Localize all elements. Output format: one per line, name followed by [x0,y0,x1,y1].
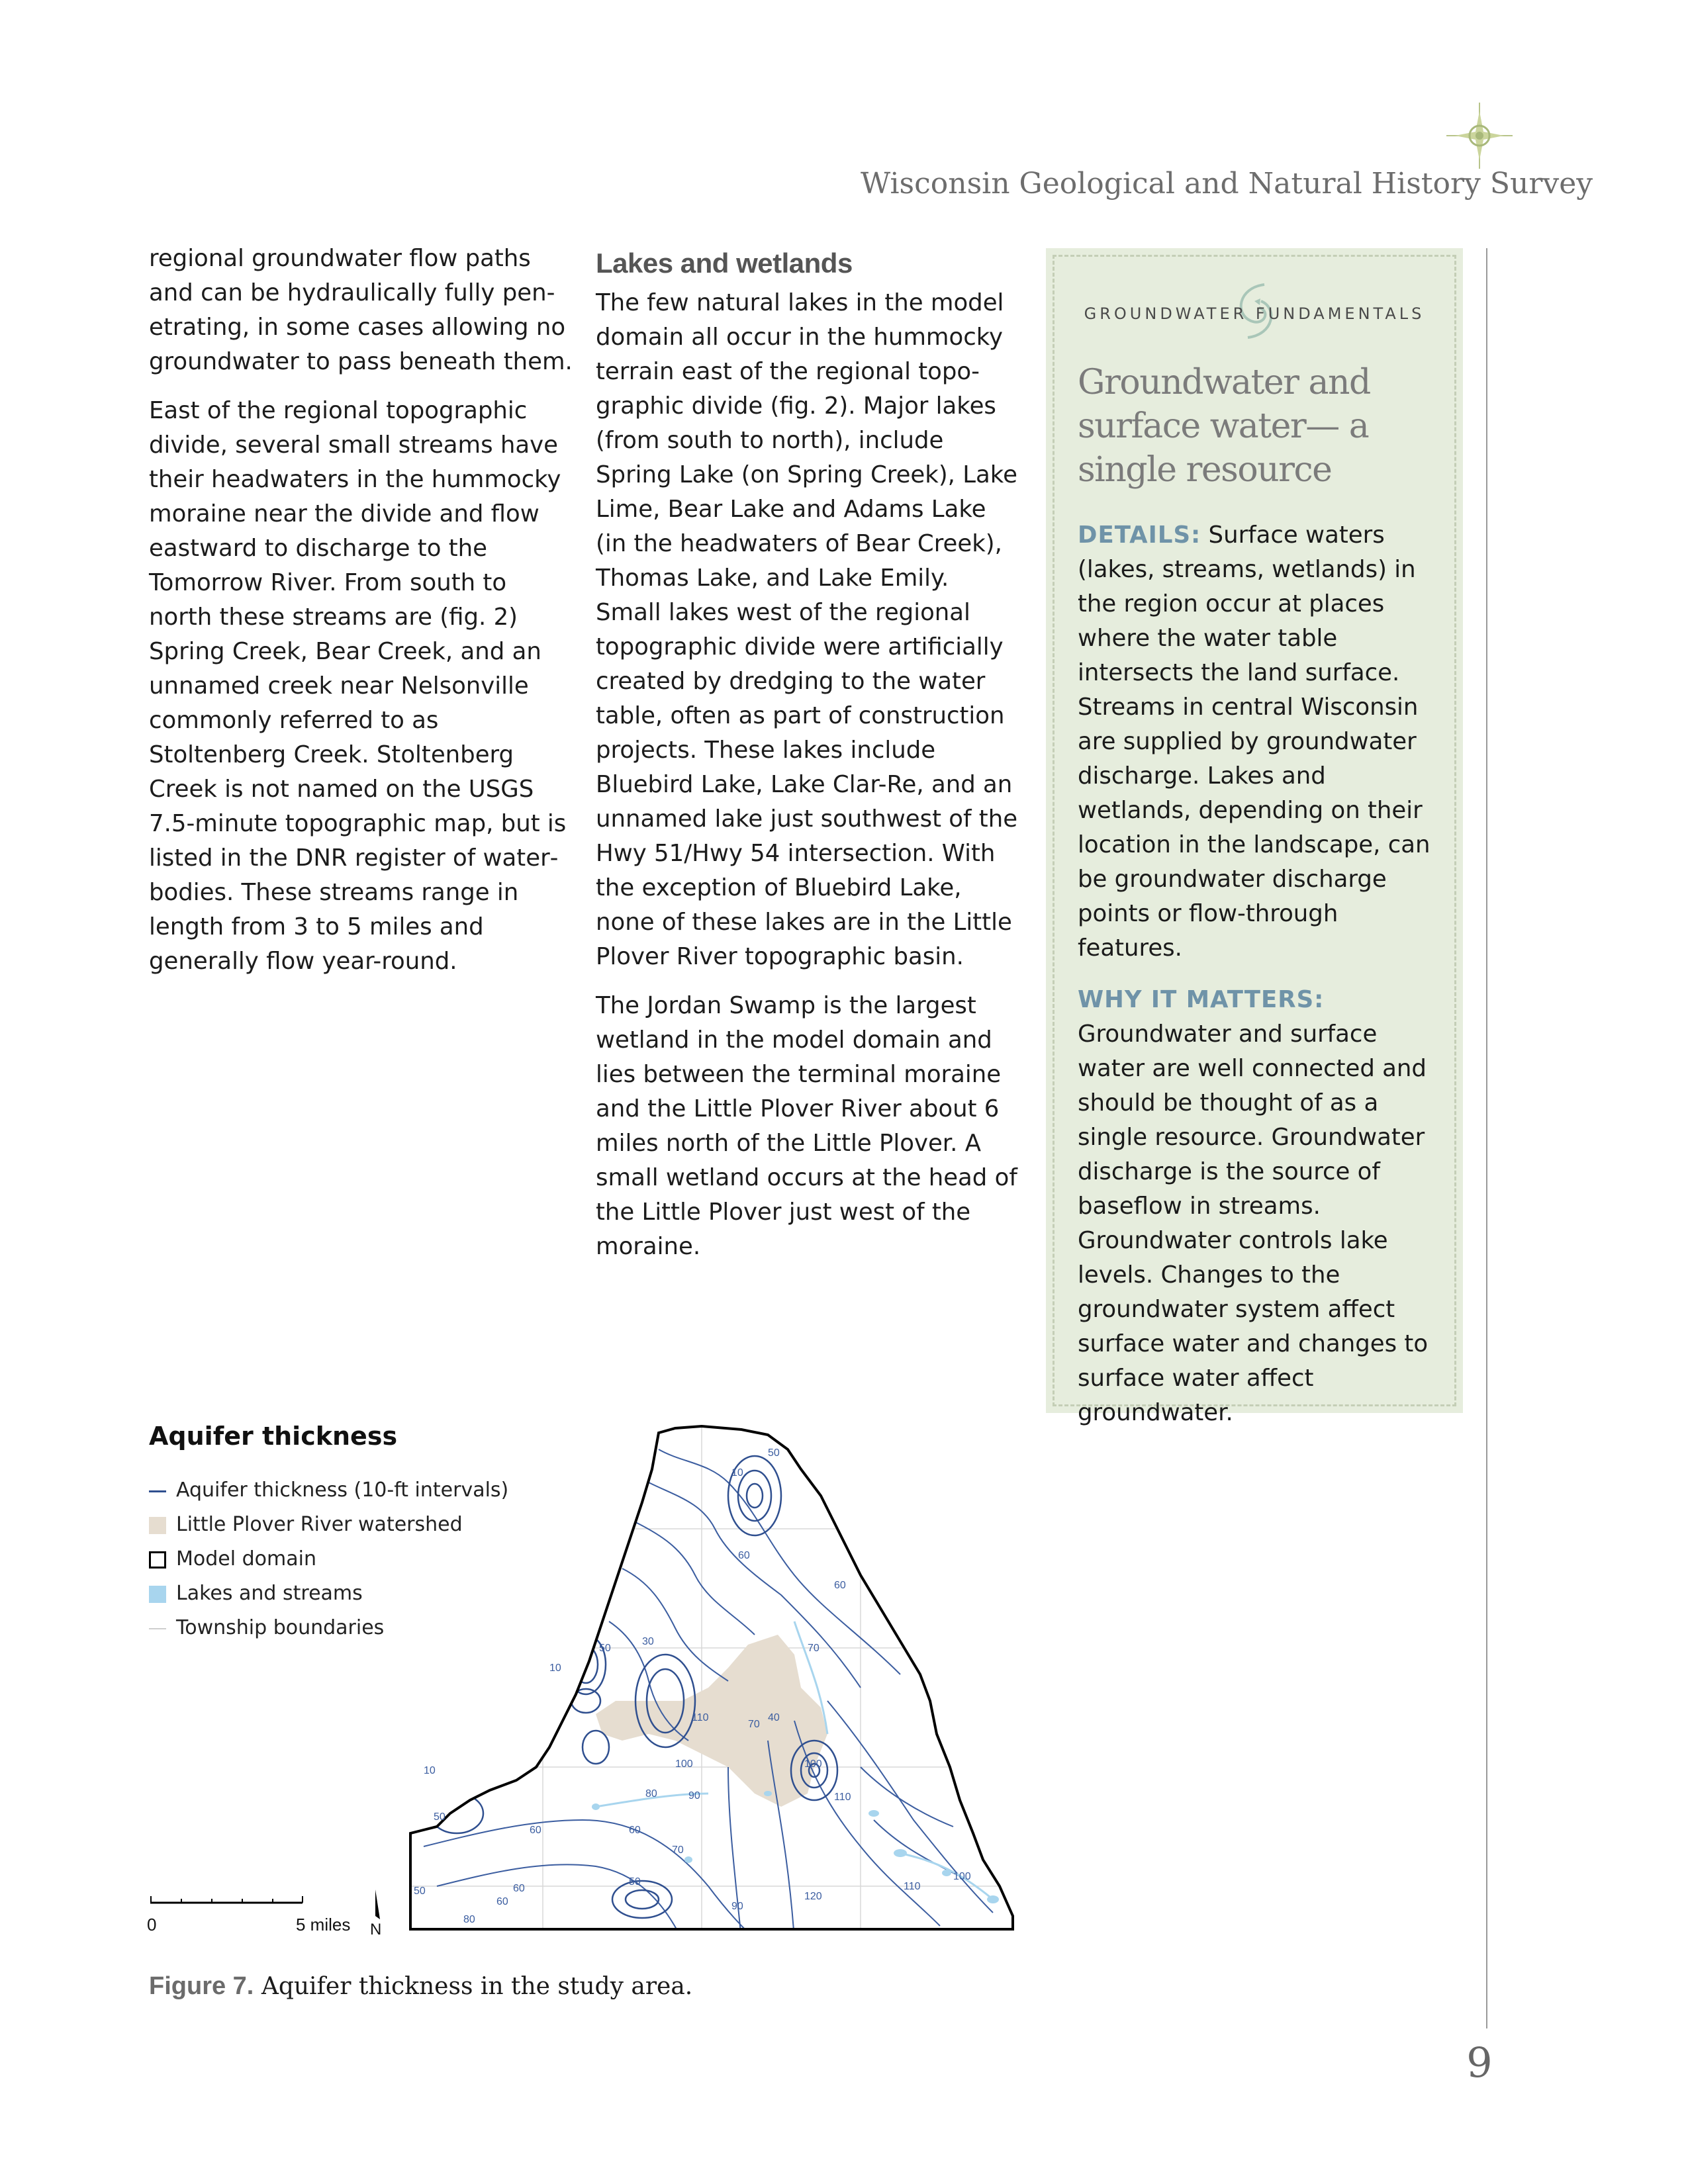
body-column-1 [149,242,573,993]
contour-label: 70 [672,1844,684,1856]
right-margin-rule [1486,248,1487,2028]
contour-label: 50 [414,1886,426,1897]
contour-label: 110 [834,1792,851,1803]
legend-label: Township boundaries [176,1616,385,1639]
figure-label: Figure 7. [149,1972,254,2000]
contour-label: 50 [629,1876,641,1888]
groundwater-fundamentals-box [1046,248,1463,1426]
contour-label: 10 [424,1765,436,1776]
north-label: N [370,1921,382,1938]
scale-start: 0 [147,1915,157,1934]
box-body [1078,518,1445,1445]
contour-label: 60 [834,1580,846,1591]
contour-label: 10 [549,1662,561,1674]
contour-label: 60 [629,1825,641,1836]
map-scale-and-north [147,1889,399,1942]
contour-label: 100 [804,1758,822,1770]
paragraph: The few natural lakes in the model domain all occur in the hummocky terrain east of the regional topographic divide (fig. 2). Major lakes (from south to north), include Spring Lake (on Spring Creek), Lake Lime, Bear Lake and Adams Lake (in the headwaters of Bear Creek), Thomas Lake, and Lake Emily. Small lakes west of the regional topographic divide were artificially created by dredging to the water table, often as part of construction projects. These lakes include Bluebird Lake, Lake Clar-Re, and an unnamed lake just southwest of the Hwy 51/Hwy 54 intersection. With the exception of Bluebird Lake, none of these lakes are in the Little Plover River topographic basin. [596,289,1018,970]
north-arrow-icon [375,1889,380,1919]
contour-label: 70 [808,1643,820,1654]
details-label: DETAILS: [1078,522,1201,549]
contour-label: 80 [463,1914,475,1925]
contour-label: 110 [692,1712,709,1723]
why-it-matters-text: Groundwater and surface water are well connected and should be thought of as a single resource. Groundwater discharge is the source of baseflow in streams. Groundwater controls lake levels. Changes to the groundwater system affect surface water and changes to surface water affect groundwater. [1078,1021,1429,1426]
why-it-matters-label: WHY IT MATTERS: [1078,986,1325,1013]
details-text: Surface waters (lakes, streams, wetlands) in the region occur at places where the water table intersects the land surface. Streams in central Wisconsin are supplied by groundwater discharge. Lakes and wetlands, depending on their location in the landscape, can be groundwater discharge points or flow-through features. [1078,522,1430,962]
contour-label: 60 [496,1896,508,1907]
contour-label: 50 [768,1447,780,1459]
contour-label: 120 [804,1891,822,1902]
body-column-2 [596,245,1019,1279]
box-kicker: GROUNDWATER FUNDAMENTALS [1084,304,1425,323]
caption-text: Aquifer thickness in the study area. [254,1973,693,2000]
why-it-matters-paragraph [1078,983,1445,1430]
contour-line-swatch [149,1490,166,1492]
contour-label: 80 [645,1788,657,1799]
contour-label: 90 [731,1901,743,1912]
contour-label: 100 [675,1758,693,1770]
page-number: 9 [1466,2038,1493,2087]
contour-label: 60 [530,1825,541,1836]
compass-rose-icon [1443,99,1516,172]
contour-label: 110 [904,1881,921,1892]
contour-label: 10 [731,1467,743,1479]
paragraph: East of the regional topographic divide, several small streams have their headwaters in the hummocky moraine near the divide and flow eastward to discharge to the Tomorrow River. From south to north these streams are (fig. 2) Spring Creek, Bear Creek, and an unnamed creek near Nelsonville commonly referred to as Stoltenberg Creek. Stoltenberg Creek is not named on the USGS 7.5-minute topographic map, but is listed in the DNR register of waterbodies. These streams range in length from 3 to 5 miles and generally flow year-round. [149,397,567,975]
organization-name: Wisconsin Geological and Natural History Survey [861,167,1593,201]
contour-label: 100 [953,1871,971,1882]
figure-title: Aquifer thickness [149,1422,398,1451]
contour-label: 50 [599,1643,611,1654]
township-line-swatch [149,1628,166,1629]
aquifer-thickness-map [397,1423,1059,1952]
legend-label: Model domain [176,1547,316,1570]
legend-label: Lakes and streams [176,1582,363,1605]
contour-label: 50 [434,1811,445,1823]
paragraph: regional groundwater flow paths and can be hydraulically fully penetrating, in some cases allowing no groundwater to pass beneath them. [149,245,573,375]
contour-label: 30 [642,1636,654,1647]
section-heading: Lakes and wetlands [596,248,853,279]
contour-label: 60 [513,1883,525,1894]
figure-caption [149,1972,692,2001]
contour-label: 90 [688,1790,700,1801]
paragraph: The Jordan Swamp is the largest wetland in the model domain and lies between the terminal moraine and the Little Plover River about 6 miles north of the Little Plover. A small wetland occurs at the head of the Little Plover just west of the moraine. [596,992,1017,1260]
details-paragraph [1078,518,1445,966]
scale-end: 5 miles [296,1915,351,1934]
model-domain-swatch [149,1551,166,1569]
contour-label: 60 [738,1550,750,1561]
box-title: Groundwater and surface water— a single resource [1078,363,1370,490]
lakes-streams-swatch [149,1586,166,1603]
legend-label: Little Plover River watershed [176,1513,463,1536]
watershed-swatch [149,1517,166,1534]
contour-label: 70 [748,1719,760,1730]
contour-label: 40 [768,1712,780,1723]
legend-label: Aquifer thickness (10-ft intervals) [176,1479,509,1502]
